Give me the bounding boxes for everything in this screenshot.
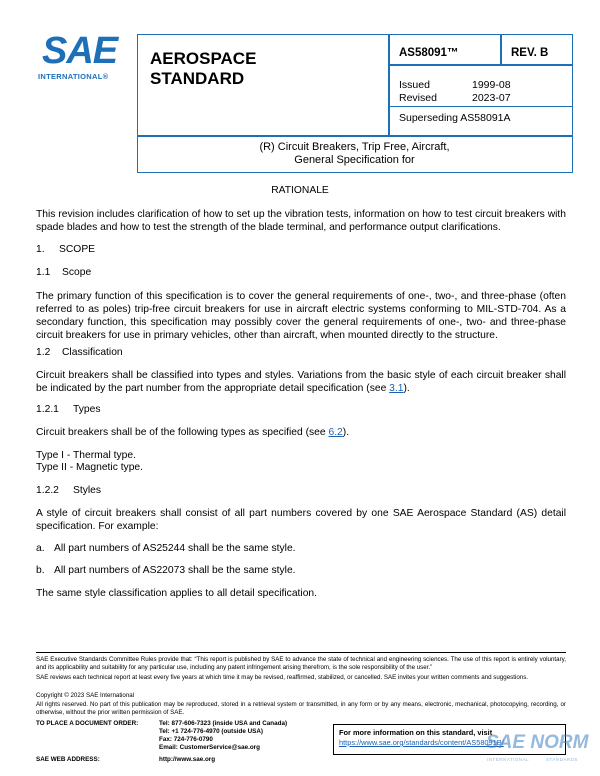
section-1-1-title: Scope (62, 267, 92, 278)
web-address-link[interactable]: http://www.sae.org (159, 756, 216, 763)
order-tel-2: Tel: +1 724-776-4970 (outside USA) (159, 728, 263, 735)
watermark-title: SAE NORM (486, 732, 589, 753)
document-title-line2: General Specification for (294, 154, 415, 166)
section-1-2-1-number: 1.2.1 (36, 404, 59, 415)
footer-rights: All rights reserved. No part of this publication may be reproduced, stored in a retrieval system or transmitted, in any form or by any means, electronic, mechanical, photocopying, recording, or otherwise, without the prior written permission of SAE. (36, 701, 566, 716)
footer-copyright: Copyright © 2023 SAE International (36, 692, 135, 699)
sae-logo (38, 30, 122, 84)
revised-label: Revised (399, 92, 437, 104)
list-item-a-text: All part numbers of AS25244 shall be the same style. (54, 543, 296, 554)
section-1-number: 1. (36, 244, 45, 255)
header-divider (500, 35, 502, 65)
header-divider (138, 135, 572, 137)
section-1-2-2-number: 1.2.2 (36, 485, 59, 496)
more-info-link[interactable]: https://www.sae.org/standards/content/AS58091B/ (339, 738, 504, 747)
type-1-item: Type I - Thermal type. (36, 450, 136, 461)
sae-logo-mark: SAE (42, 30, 118, 72)
link-section-3-1[interactable]: 3.1 (389, 383, 404, 394)
link-section-6-2[interactable]: 6.2 (328, 427, 343, 438)
watermark-right-label: STANDARDS (546, 757, 578, 762)
classification-paragraph (36, 369, 566, 395)
order-label: TO PLACE A DOCUMENT ORDER: (36, 720, 139, 727)
types-paragraph (36, 426, 566, 439)
more-info-title: For more information on this standard, visit (339, 728, 493, 737)
section-1-title: SCOPE (59, 244, 96, 255)
section-1-2-number: 1.2 (36, 347, 51, 358)
footer-divider (36, 652, 566, 653)
header-divider (388, 64, 572, 66)
scope-paragraph: The primary function of this specification is to cover the general requirements of one-, two-, and three-phase (often referred to as poles) trip-free circuit breakers for use in aircraft electric systems conforming to MIL-STD-704. As a secondary function, this specification may possibly cover the general requirements of one-, two- and three-phase circuit breakers for use in primary vehicles, other than aircraft, when mounted directly to the structure. (36, 291, 566, 341)
types-text-end: ). (342, 427, 350, 438)
order-fax: Fax: 724-776-0790 (159, 736, 213, 743)
issued-label: Issued (399, 79, 430, 91)
closing-paragraph: The same style classification applies to all detail specification. (36, 588, 318, 599)
section-1-2-title: Classification (62, 347, 123, 358)
classification-text: Circuit breakers shall be classified into types and styles. Variations from the basic style of each circuit breaker shall be indicated by the part number from the appropriate detail specification (see (36, 370, 566, 394)
standard-type-title: AEROSPACE STANDARD (150, 49, 257, 88)
web-address-label: SAE WEB ADDRESS: (36, 756, 100, 763)
type-2-item: Type II - Magnetic type. (36, 462, 144, 473)
section-1-1-number: 1.1 (36, 267, 51, 278)
watermark-left-label: INTERNATIONAL (487, 757, 530, 762)
section-1-2-1-title: Types (73, 404, 101, 415)
header-divider (388, 106, 572, 107)
styles-paragraph: A style of circuit breakers shall consist of all part numbers covered by one SAE Aerospace Standard (AS) detail specification. For example: (36, 508, 566, 532)
watermark (486, 732, 589, 772)
header-divider (388, 35, 390, 136)
order-tel-1: Tel: 877-606-7323 (inside USA and Canada) (159, 720, 288, 727)
list-item-b-text: All part numbers of AS22073 shall be the same style. (54, 565, 296, 576)
document-title (138, 141, 571, 167)
footer-rules: SAE Executive Standards Committee Rules provide that: “This report is published by SAE to advance the state of technical and engineering sciences. The use of this report is entirely voluntary, and its applicability and suitability for any particular use, including any patent infringement arising therefrom, is the sole responsibility of the user.” (36, 656, 566, 671)
types-text: Circuit breakers shall be of the following types as specified (see (36, 427, 329, 438)
revised-date: 2023-07 (472, 92, 511, 104)
issued-date: 1999-08 (472, 79, 511, 91)
classification-text-end: ). (403, 383, 410, 394)
rationale-heading: RATIONALE (271, 185, 329, 196)
order-email[interactable]: Email: CustomerService@sae.org (159, 744, 260, 751)
list-item-a-label: a. (36, 543, 45, 554)
sae-logo-subtitle: INTERNATIONAL® (38, 72, 109, 81)
superseding-note: Superseding AS58091A (399, 112, 511, 124)
rationale-paragraph: This revision includes clarification of how to set up the vibration tests, information on how to test circuit breakers with spade blades and how to test the strength of the blade terminal, and performance output clarifications. (36, 209, 566, 233)
document-number: AS58091™ (399, 47, 459, 59)
revision-label: REV. B (511, 47, 549, 59)
section-1-2-2-title: Styles (73, 485, 102, 496)
footer-review: SAE reviews each technical report at least every five years at which time it may be revised, reaffirmed, stabilized, or cancelled. SAE invites your written comments and suggestions. (36, 674, 529, 681)
list-item-b-label: b. (36, 565, 45, 576)
document-title-line1: (R) Circuit Breakers, Trip Free, Aircraft, (259, 141, 450, 153)
document-header (137, 34, 573, 173)
